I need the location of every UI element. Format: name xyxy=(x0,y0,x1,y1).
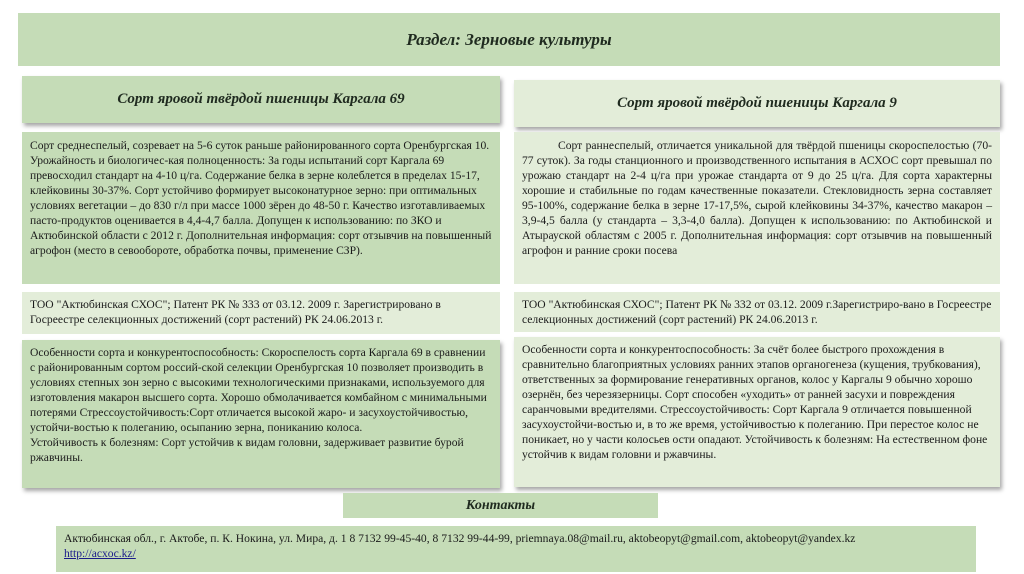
contacts-info xyxy=(56,526,976,572)
website-link[interactable]: http://acxoc.kz/ xyxy=(64,547,136,560)
left-variety-title-box xyxy=(22,76,500,123)
contacts-title: Контакты xyxy=(465,497,536,513)
section-title: Раздел: Зерновые культуры xyxy=(406,29,612,49)
left-features: Особенности сорта и конкурентоспособность: Скороспелость сорта Каргала 69 в сравнении с районированным сортом россий-ской селекции Оренбургская 10 позволяет производить в условиях степных зон зерно с высокими технологическими признаками, используемого для изготовления макарон высшего сорта. Хорошо обмолачивается комбайном с минимальными потерями Стрессоустойчивость:Сорт отличается высокой жаро- и засухоустойчивостью, устойчи-востью к полеганию, осыпанию зерна, пониканию колоса. Устойчивость к болезням: Сорт устойчив к видам головни, задерживает развитие бурой ржавчины. xyxy=(22,340,500,488)
right-patent: ТОО "Актюбинская СХОС"; Патент РК № 332 от 03.12. 2009 г.Зарегистриро-вано в Госреестре селекционных достижений (сорт растений) РК 24.06.2013 г. xyxy=(514,292,1000,332)
left-variety-title: Сорт яровой твёрдой пшеницы Каргала 69 xyxy=(117,91,405,107)
left-patent: ТОО "Актюбинская СХОС"; Патент РК № 333 от 03.12. 2009 г. Зарегистрировано в Госреестре селекционных достижений (сорт растений) РК 24.06.2013 г. xyxy=(22,292,500,334)
contacts-address: Актюбинская обл., г. Актобе, п. К. Нокина, ул. Мира, д. 1 8 7132 99-45-40, 8 7132 99-44-99, priemnaya.08@mail.ru, aktobeopyt@gmail.com, aktobeopyt@yandex.kz xyxy=(64,532,856,545)
right-variety-title: Сорт яровой твёрдой пшеницы Каргала 9 xyxy=(617,95,897,111)
right-features: Особенности сорта и конкурентоспособность: За счёт более быстрого прохождения в сравнительно благоприятных условиях ранних этапов органогенеза (кущения, трубкования), ответственных за формирование генеративных органов, колос у Каргалы 9 обычно хорошо озернён, без черезязерницы. Сорт способен «уходить» от ранней засухи и повреждения саранчовыми вредителями. Стрессоустойчивость: Сорт Каргала 9 отличается повышенной засухоустойчи-востью и, в то же время, устойчивостью к полеганию. При перестое колос не поникает, но у части колосьев ости опадают. Устойчивость к болезням: На естественном фоне устойчив к видам головни и ржавчины. xyxy=(514,337,1000,487)
left-description: Сорт среднеспелый, созревает на 5-6 суток раньше районированного сорта Оренбургская 10. Урожайность и биологичес-кая полноценность: За годы испытаний сорт Каргала 69 превосходил стандарт на 4-10 ц/га. Содержание белка в зерне колеблется в пределах 15-17, клейковины 30-37%. Сорт устойчиво формирует высоконатурное зерно: при оптимальных условиях вегетации – до 830 г/л при массе 1000 зёрен до 48-50 г. Качество изготавливаемых пасто-продуктов оценивается в 4,4-4,7 балла. Допущен к использованию: по ЗКО и Актюбинской области с 2012 г. Дополнительная информация: сорт отзывчив на повышенный агрофон (место в севообороте, обработка почвы, применение СЗР). xyxy=(22,132,500,284)
contacts-title-box xyxy=(343,493,658,518)
section-header xyxy=(18,13,1000,66)
right-variety-title-box xyxy=(514,80,1000,127)
right-description: Сорт раннеспелый, отличается уникальной для твёрдой пшеницы скороспелостью (70-77 суток). За годы станционного и производственного испытания в АСХОС сорт превышал по урожаю стандарт на 2-4 ц/га при урожае стандарта от 9 до 25 ц/га. Для сорта характерны хорошие и стабильные по годам качественные показатели. Стекловидность зерна составляет 95-100%, содержание белка в зерне 17-17,5%, сырой клейковины 34-37%, качество макарон – 3,9-4,5 балла (у стандарта – 3,3-4,0 балла). Допущен к использованию: по Актюбинской и Атырауской областям с 2005 г. Дополнительная информация: сорт отзывчив на повышенный агрофон и ранние сроки посева xyxy=(514,132,1000,284)
